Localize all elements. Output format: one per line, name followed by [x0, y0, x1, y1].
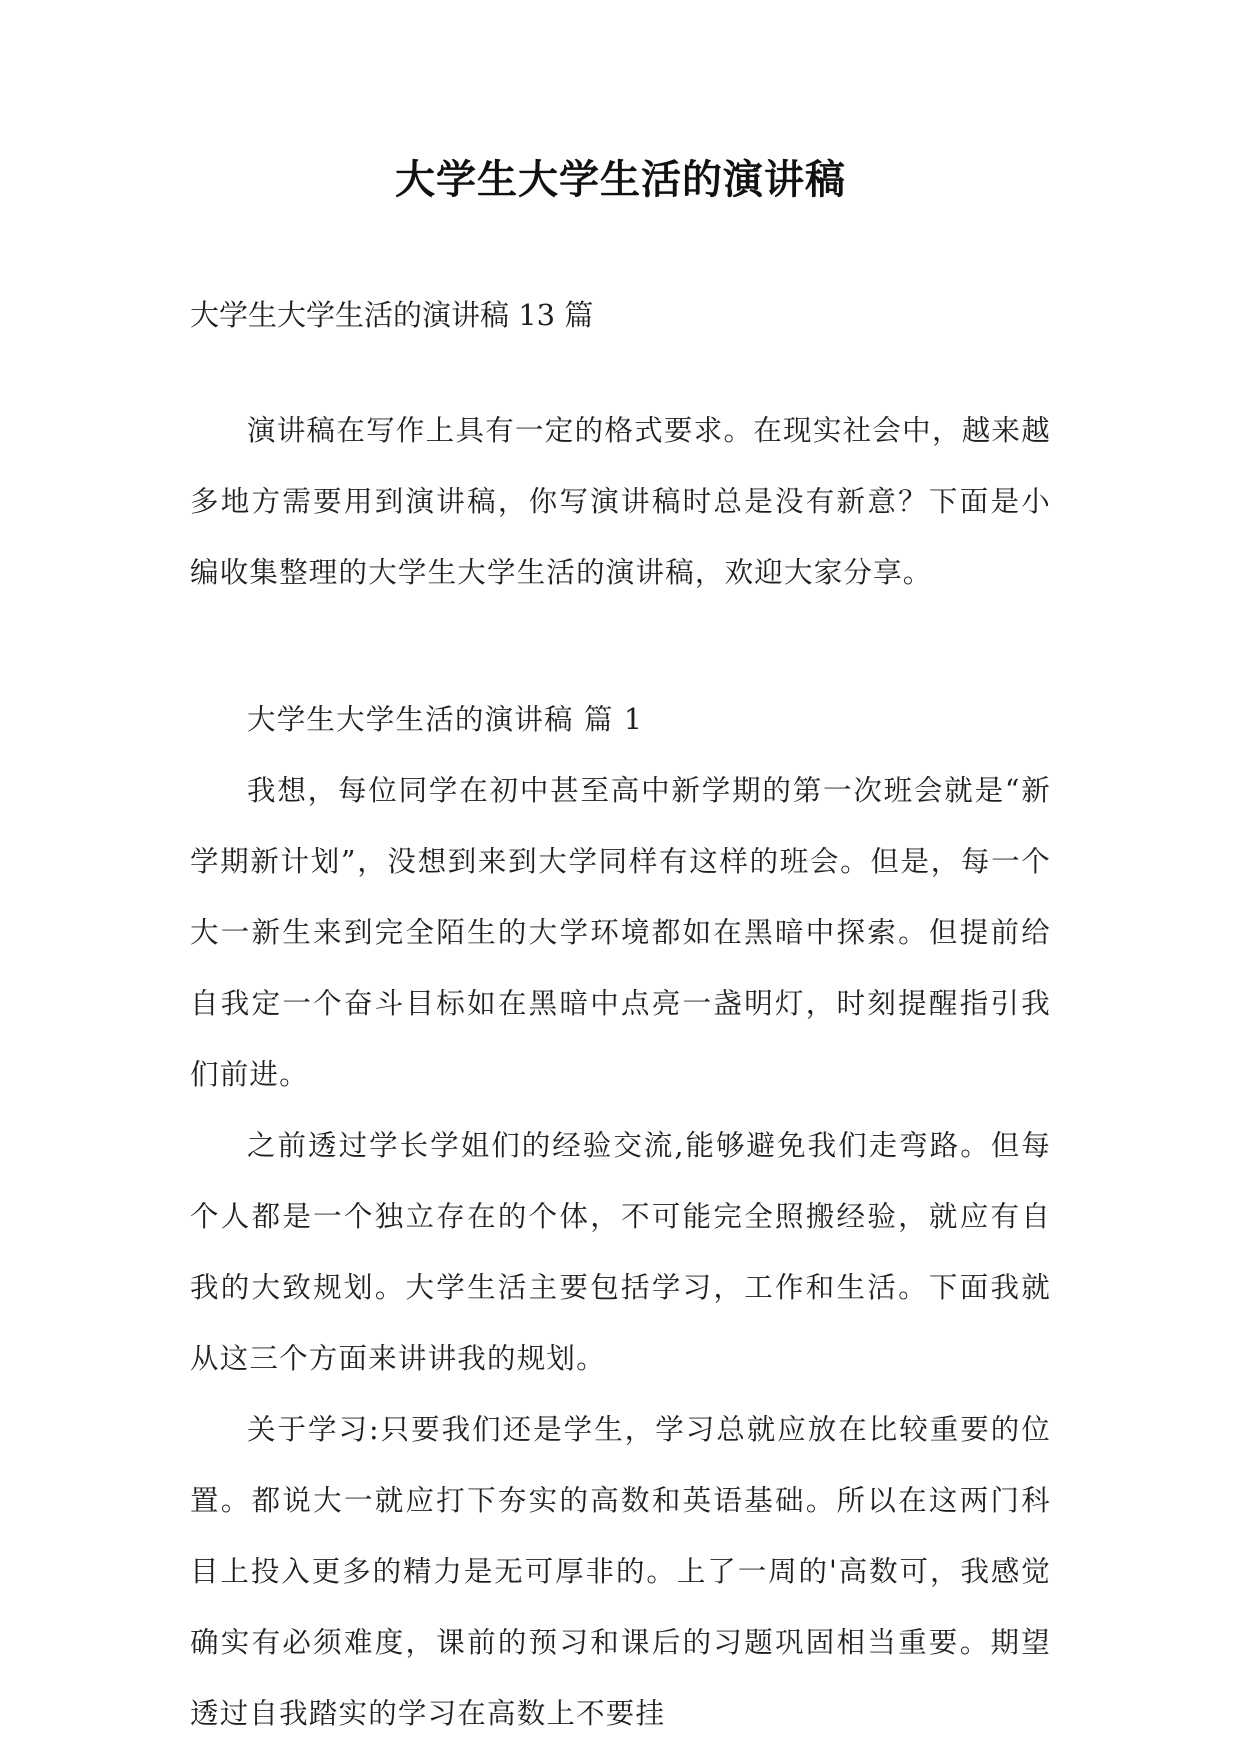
intro-paragraph: 演讲稿在写作上具有一定的格式要求。在现实社会中，越来越多地方需要用到演讲稿，你写演讲稿时总是没有新意？下面是小编收集整理的大学生大学生活的演讲稿，欢迎大家分享。 — [190, 414, 1051, 589]
body-paragraph: 之前透过学长学姐们的经验交流,能够避免我们走弯路。但每个人都是一个独立存在的个体，不可能完全照搬经验，就应有自我的大致规划。大学生活主要包括学习，工作和生活。下面我就从这三个方面来讲讲我的规划。 — [190, 1129, 1051, 1375]
section-heading: 大学生大学生活的演讲稿 篇 1 — [247, 703, 644, 736]
document-title: 大学生大学生活的演讲稿 — [395, 157, 846, 203]
body-paragraph: 我想，每位同学在初中甚至高中新学期的第一次班会就是“新学期新计划”，没想到来到大学同样有这样的班会。但是，每一个大一新生来到完全陌生的大学环境都如在黑暗中探索。但提前给自我定一个奋斗目标如在黑暗中点亮一盏明灯，时刻提醒指引我们前进。 — [190, 774, 1051, 1091]
article-section — [190, 684, 1051, 1749]
document-subtitle: 大学生大学生活的演讲稿 13 篇 — [190, 298, 594, 332]
body-paragraph: 关于学习:只要我们还是学生，学习总就应放在比较重要的位置。都说大一就应打下夯实的高数和英语基础。所以在这两门科目上投入更多的精力是无可厚非的。上了一周的'高数可，我感觉确实有必须难度，课前的预习和课后的习题巩固相当重要。期望透过自我踏实的学习在高数上不要挂 — [190, 1413, 1051, 1730]
intro-section — [190, 395, 1051, 608]
